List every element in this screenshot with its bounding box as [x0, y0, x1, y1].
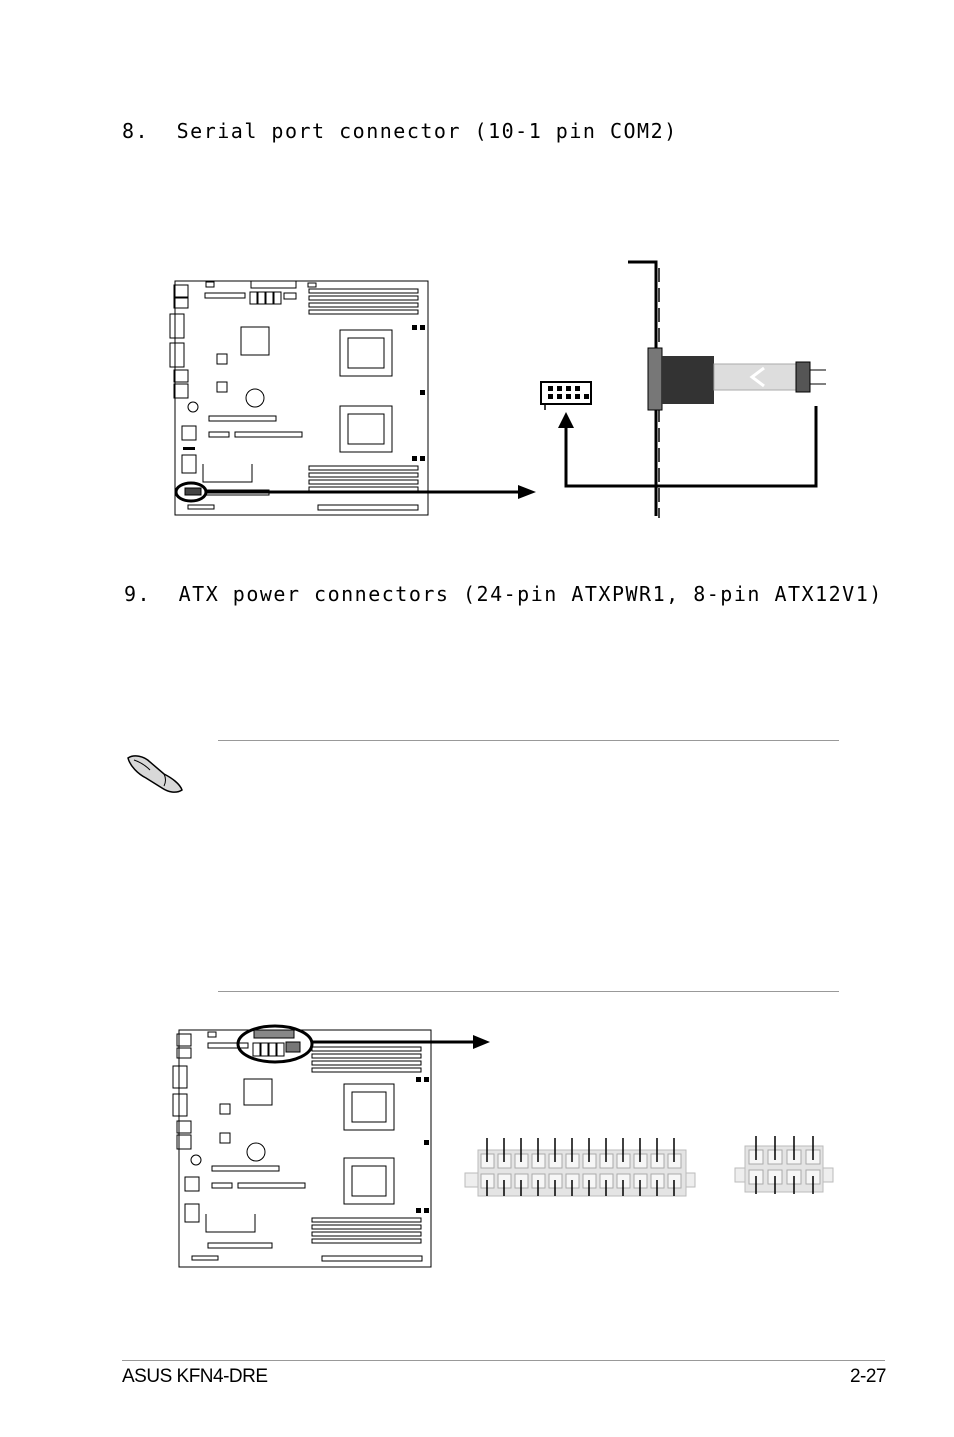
- footer-rule: [122, 1360, 885, 1361]
- hand-pointing-icon: [120, 748, 190, 798]
- footer-page-number: 2-27: [849, 1366, 886, 1387]
- note-rule-bottom: [218, 991, 839, 992]
- section-8-title: Serial port connector (10-1 pin COM2): [176, 119, 678, 143]
- section-9-heading: [124, 582, 883, 606]
- section-9-number: 9.: [124, 582, 152, 606]
- section-9-title: ATX power connectors (24-pin ATXPWR1, 8-pin ATX12V1): [178, 582, 883, 606]
- motherboard-diagram-com2: [0, 0, 954, 560]
- note-rule-top: [218, 740, 839, 741]
- motherboard-diagram-atx: [0, 1000, 954, 1300]
- footer-product: ASUS KFN4-DRE: [122, 1366, 268, 1387]
- section-8-number: 8.: [122, 119, 150, 143]
